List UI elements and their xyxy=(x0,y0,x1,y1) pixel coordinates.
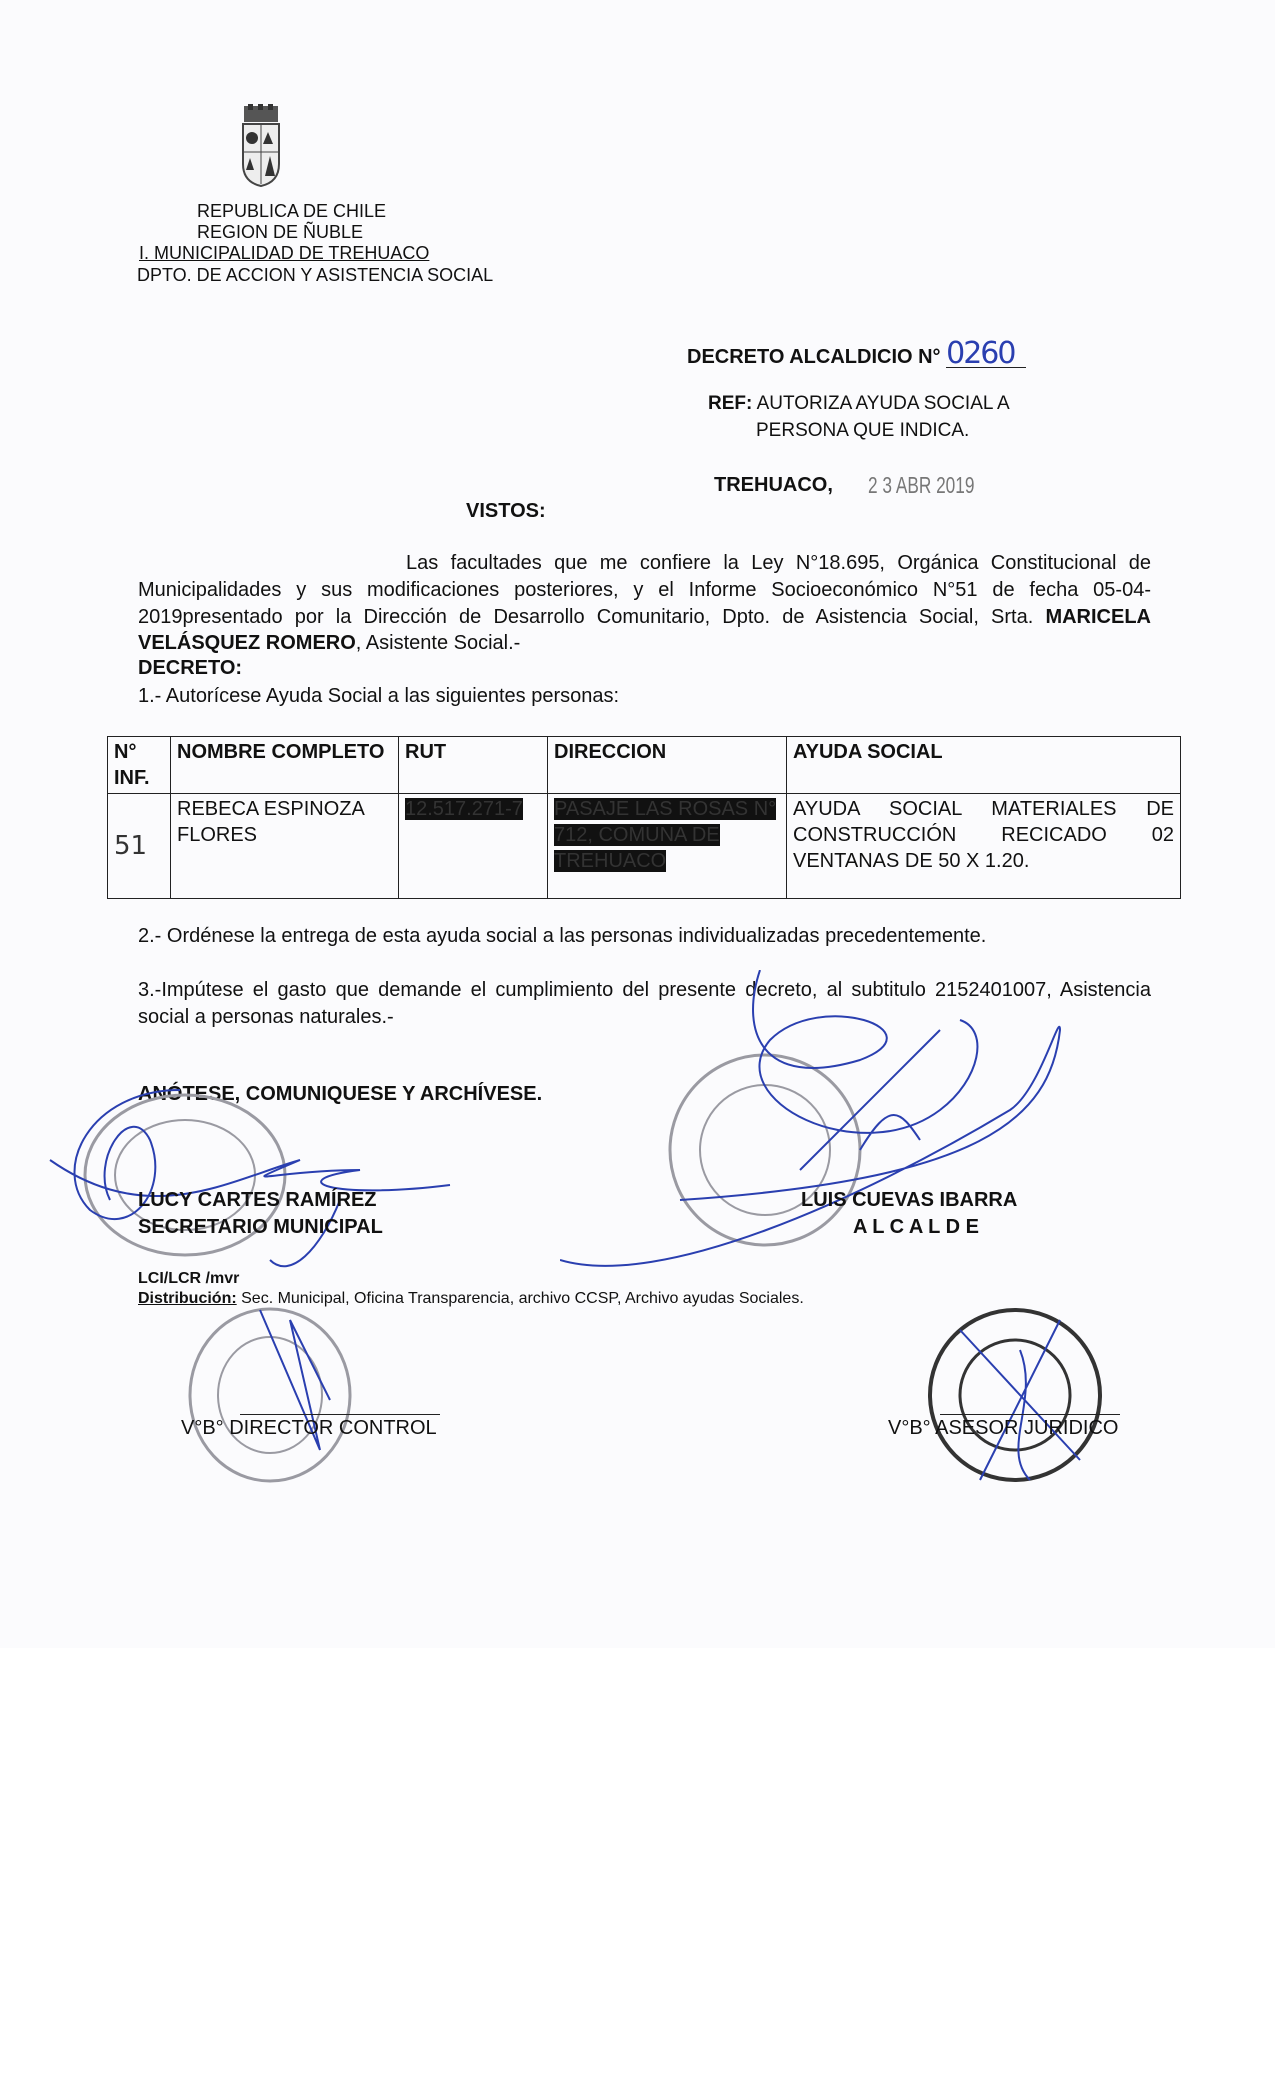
ref-text: AUTORIZA AYUDA SOCIAL A xyxy=(756,393,1010,414)
beneficiaries-table xyxy=(107,736,1181,899)
item-3: 3.-Impútese el gasto que demande el cumplimiento del presente decreto, al subtitulo 2152401007, Asistencia social a personas naturales.- xyxy=(138,979,1151,1028)
col-direccion: DIRECCION xyxy=(548,737,787,794)
header-region: REGION DE ÑUBLE xyxy=(197,222,364,242)
juridico-signature xyxy=(940,1310,1100,1490)
alcalde-name: LUIS CUEVAS IBARRA xyxy=(801,1189,1018,1211)
closing-formula: ANÓTESE, COMUNIQUESE Y ARCHÍVESE. xyxy=(138,1083,543,1105)
header-republica: REPUBLICA DE CHILE xyxy=(197,201,387,221)
para-end: , Asistente Social.- xyxy=(355,632,521,655)
decree-title-text: DECRETO ALCALDICIO N° xyxy=(687,346,941,368)
vb-director-control: V°B° DIRECTOR CONTROL xyxy=(181,1417,437,1439)
col-n-inf: N° INF. xyxy=(108,737,171,794)
vb-asesor-juridico: V°B° ASESOR JURIDICO xyxy=(888,1417,1119,1439)
cell-n-inf: 51 xyxy=(108,794,171,899)
distribution-text: Sec. Municipal, Oficina Transparencia, archivo CCSP, Archivo ayudas Sociales. xyxy=(236,1290,804,1307)
col-ayuda: AYUDA SOCIAL xyxy=(787,737,1181,794)
table-header-row xyxy=(108,737,1181,794)
alcalde-signature xyxy=(560,970,1080,1290)
secretario-name: LUCY CARTES RAMÍREZ xyxy=(138,1189,377,1211)
header-municipalidad: I. MUNICIPALIDAD DE TREHUACO xyxy=(139,243,430,263)
item-2: 2.- Ordénese la entrega de esta ayuda social a las personas individualizadas precedentemente. xyxy=(138,925,987,947)
secretario-signature xyxy=(30,1080,590,1280)
date-stamp: 2 3 ABR 2019 xyxy=(868,472,975,498)
social-worker-name: MARICELA VELÁSQUEZ ROMERO xyxy=(138,605,1151,655)
distribution xyxy=(138,1290,804,1308)
decree-title xyxy=(687,336,1026,371)
cell-rut xyxy=(399,794,548,899)
decreto-heading: DECRETO: xyxy=(138,657,243,679)
item-1: 1.- Autorícese Ayuda Social a las siguientes personas: xyxy=(138,685,620,707)
place: TREHUACO, xyxy=(714,474,833,496)
vistos-heading: VISTOS: xyxy=(466,500,546,522)
cell-nombre: REBECA ESPINOZA FLORES xyxy=(171,794,399,899)
initials: LCI/LCR /mvr xyxy=(138,1270,240,1287)
ref-line2: PERSONA QUE INDICA. xyxy=(756,420,970,441)
decree-number: 0260 xyxy=(946,341,1026,368)
cell-direccion xyxy=(548,794,787,899)
header-dpto: DPTO. DE ACCION Y ASISTENCIA SOCIAL xyxy=(137,265,494,285)
col-nombre: NOMBRE COMPLETO xyxy=(171,737,399,794)
secretario-role: SECRETARIO MUNICIPAL xyxy=(138,1216,383,1238)
redacted-rut: 12.517.271-7 xyxy=(405,798,523,820)
cell-ayuda: AYUDA SOCIAL MATERIALES DE CONSTRUCCIÓN RECICADO 02 VENTANAS DE 50 X 1.20. xyxy=(787,794,1181,899)
juridico-signature-line xyxy=(940,1414,1120,1415)
control-signature xyxy=(240,1300,340,1470)
distribution-label: Distribución: xyxy=(138,1290,237,1307)
ref-line1 xyxy=(708,393,1010,415)
control-signature-line xyxy=(240,1414,440,1415)
ref-label: REF: xyxy=(708,393,753,414)
vistos-paragraph xyxy=(138,550,1151,657)
alcalde-role: A L C A L D E xyxy=(853,1216,979,1238)
col-rut: RUT xyxy=(399,737,548,794)
coat-of-arms-logo xyxy=(240,104,282,188)
table-row xyxy=(108,794,1181,899)
redacted-direccion: PASAJE LAS ROSAS N° 712, COMUNA DE TREHUACO xyxy=(554,798,777,872)
para-text: Las facultades que me confiere la Ley N°18.695, Orgánica Constitucional de Municipalidades y sus modificaciones posteriores, y el Informe Socioeconómico N°51 de fecha 05-04-2019presentado por la Dirección de Desarrollo Comunitario, Dpto. de Asistencia Social, Srta. xyxy=(138,552,1151,628)
